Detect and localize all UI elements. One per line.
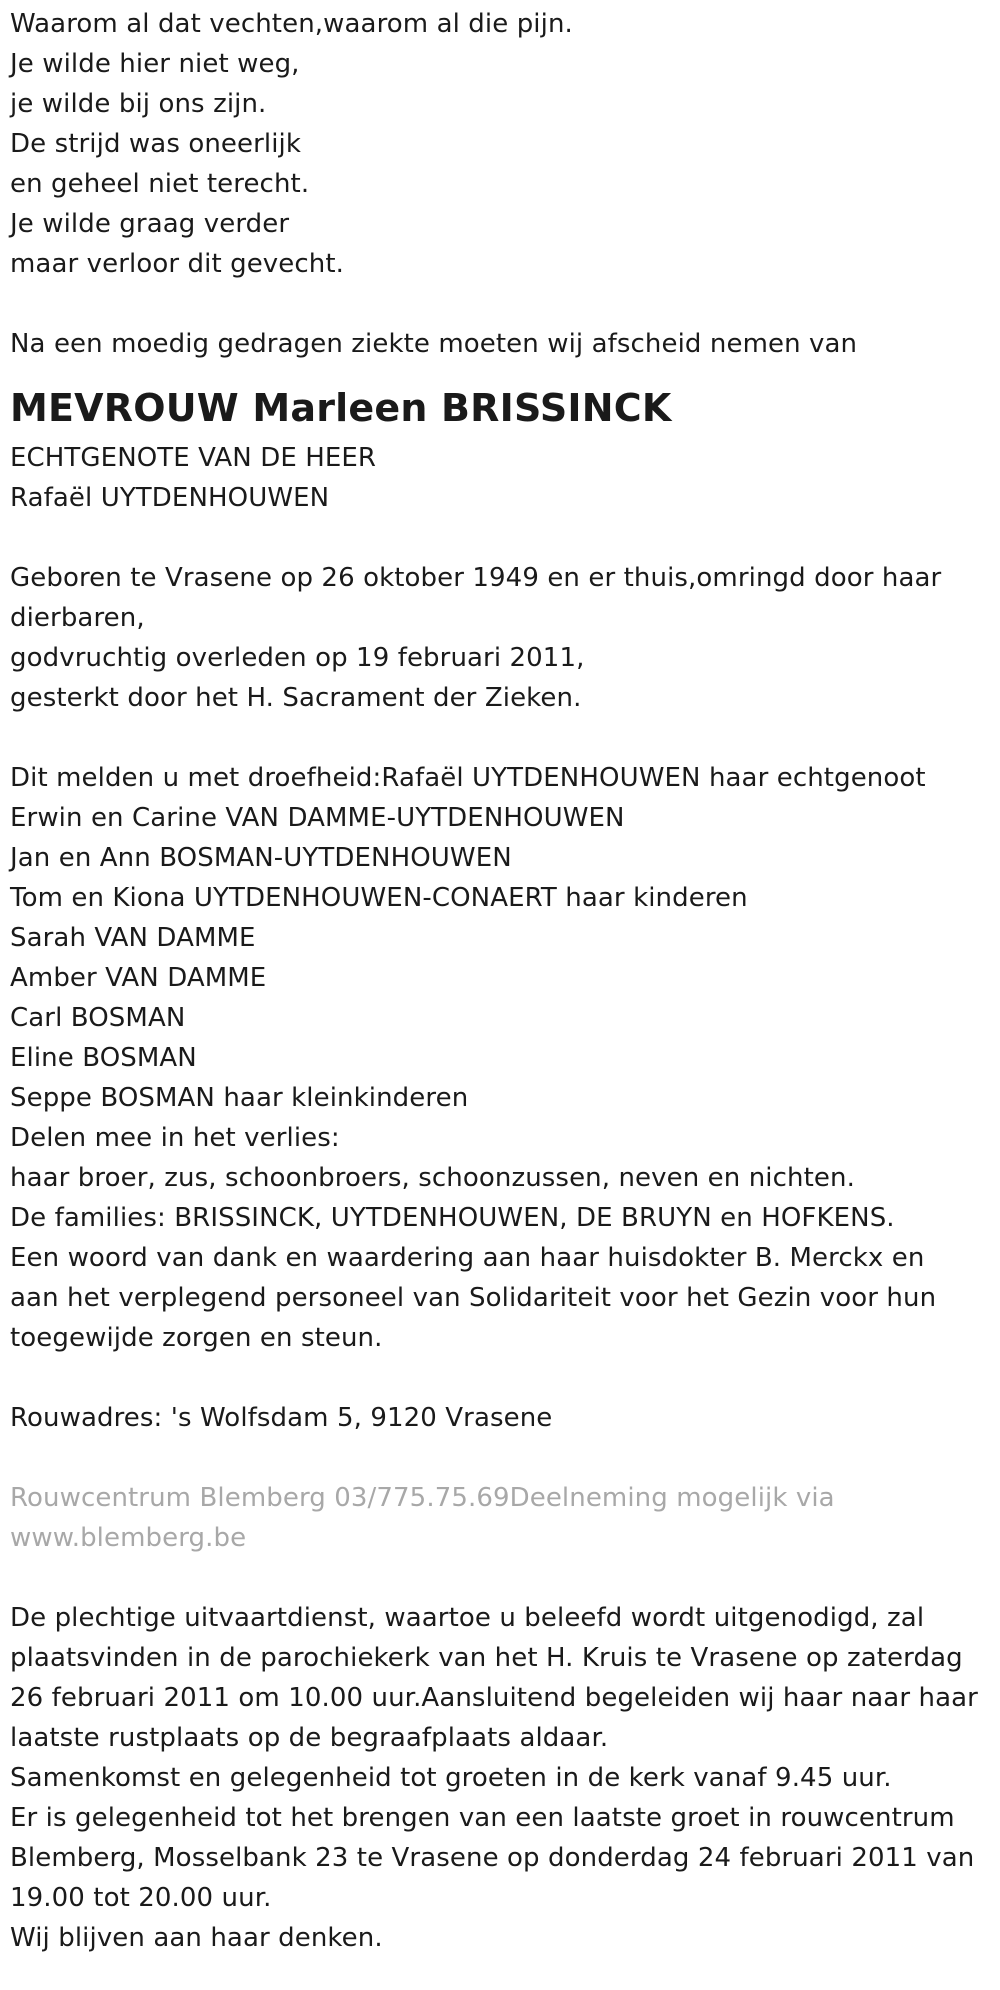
announcement [10, 758, 990, 1358]
poem-line: Je wilde hier niet weg, [10, 49, 300, 79]
birth-death-line: gesterkt door het H. Sacrament der Zieken. [10, 683, 582, 713]
poem [10, 4, 990, 284]
funeral-home-info [10, 1478, 990, 1558]
poem-line: je wilde bij ons zijn. [10, 89, 267, 119]
announcement-line: Sarah VAN DAMME [10, 923, 256, 953]
funeral-home-line: Rouwcentrum Blemberg 03/775.75.69Deelneming mogelijk via [10, 1483, 835, 1513]
poem-line: Je wilde graag verder [10, 209, 290, 239]
service-line: Blemberg, Mosselbank 23 te Vrasene op donderdag 24 februari 2011 van [10, 1843, 975, 1873]
deceased-relation: ECHTGENOTE VAN DE HEER [10, 443, 377, 473]
announcement-line: Dit melden u met droefheid:Rafaël UYTDENHOUWEN haar echtgenoot [10, 763, 926, 793]
deceased-block [10, 382, 990, 518]
deceased-spouse: Rafaël UYTDENHOUWEN [10, 483, 330, 513]
spacer [10, 1438, 990, 1478]
spacer [10, 1358, 990, 1398]
deceased-name: MEVROUW Marleen BRISSINCK [10, 386, 672, 430]
poem-line: Waarom al dat vechten,waarom al die pijn. [10, 9, 573, 39]
announcement-line: Jan en Ann BOSMAN-UYTDENHOUWEN [10, 843, 512, 873]
spacer [10, 718, 990, 758]
service-line: plaatsvinden in de parochiekerk van het H. Kruis te Vrasene op zaterdag [10, 1643, 963, 1673]
spacer [10, 1558, 990, 1598]
funeral-home-link[interactable]: www.blemberg.be [10, 1523, 247, 1553]
announcement-line: Tom en Kiona UYTDENHOUWEN-CONAERT haar kinderen [10, 883, 748, 913]
announcement-line: toegewijde zorgen en steun. [10, 1323, 383, 1353]
service-line: Samenkomst en gelegenheid tot groeten in de kerk vanaf 9.45 uur. [10, 1763, 892, 1793]
service-line: 26 februari 2011 om 10.00 uur.Aansluitend begeleiden wij haar naar haar [10, 1683, 978, 1713]
service-line: Er is gelegenheid tot het brengen van een laatste groet in rouwcentrum [10, 1803, 955, 1833]
service-line: De plechtige uitvaartdienst, waartoe u beleefd wordt uitgenodigd, zal [10, 1603, 925, 1633]
service-line: 19.00 tot 20.00 uur. [10, 1883, 272, 1913]
poem-line: maar verloor dit gevecht. [10, 249, 345, 279]
service-details [10, 1598, 990, 1958]
announcement-line: Een woord van dank en waardering aan haar huisdokter B. Merckx en [10, 1243, 925, 1273]
intro-text: Na een moedig gedragen ziekte moeten wij afscheid nemen van [10, 329, 858, 359]
announcement-line: Carl BOSMAN [10, 1003, 186, 1033]
mourning-address: Rouwadres: 's Wolfsdam 5, 9120 Vrasene [10, 1403, 553, 1433]
birth-death-line: Geboren te Vrasene op 26 oktober 1949 en er thuis,omringd door haar [10, 563, 942, 593]
announcement-line: Seppe BOSMAN haar kleinkinderen [10, 1083, 469, 1113]
announcement-line: haar broer, zus, schoonbroers, schoonzussen, neven en nichten. [10, 1163, 855, 1193]
poem-line: De strijd was oneerlijk [10, 129, 302, 159]
announcement-line: Eline BOSMAN [10, 1043, 197, 1073]
service-line: laatste rustplaats op de begraafplaats aldaar. [10, 1723, 609, 1753]
spacer [10, 364, 990, 378]
announcement-line: Erwin en Carine VAN DAMME-UYTDENHOUWEN [10, 803, 625, 833]
spacer [10, 284, 990, 324]
announcement-line: Delen mee in het verlies: [10, 1123, 340, 1153]
announcement-line: De families: BRISSINCK, UYTDENHOUWEN, DE BRUYN en HOFKENS. [10, 1203, 895, 1233]
birth-death-info [10, 558, 990, 718]
announcement-line: aan het verplegend personeel van Solidariteit voor het Gezin voor hun [10, 1283, 937, 1313]
spacer [10, 518, 990, 558]
service-line: Wij blijven aan haar denken. [10, 1923, 383, 1953]
poem-line: en geheel niet terecht. [10, 169, 310, 199]
birth-death-line: godvruchtig overleden op 19 februari 2011, [10, 643, 585, 673]
birth-death-line: dierbaren, [10, 603, 145, 633]
announcement-line: Amber VAN DAMME [10, 963, 267, 993]
